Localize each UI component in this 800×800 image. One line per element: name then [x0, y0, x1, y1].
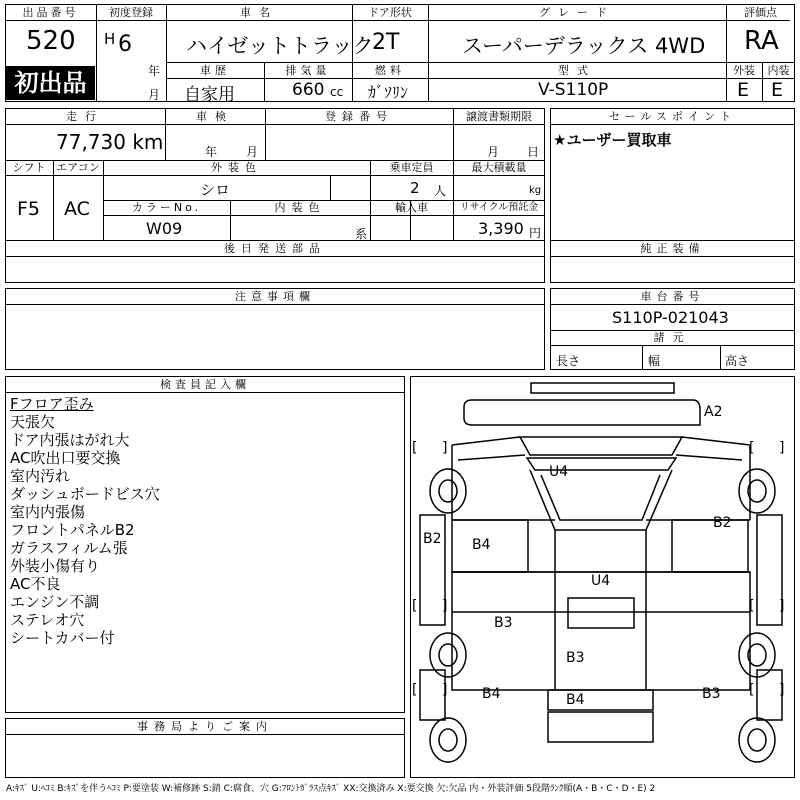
plate-number-label: 登録番号: [325, 110, 393, 123]
chassis-label: 車台番号: [640, 290, 705, 303]
damage-mark: U4: [549, 464, 569, 480]
inspector-note: ドア内張はがれ大: [10, 431, 130, 449]
interior-label: 内装: [767, 64, 790, 77]
history: 自家用: [184, 85, 235, 105]
vehicle-damage-diagram: [410, 376, 795, 778]
exterior-label: 外装: [733, 64, 755, 77]
fuel: ｶﾞｿﾘﾝ: [368, 83, 409, 102]
displacement: 660: [292, 80, 325, 100]
inspector-note: Fフロア歪み: [10, 395, 94, 413]
interior-score: E: [771, 79, 784, 101]
inspector-note: ガラスフィルム張: [10, 539, 128, 557]
registration-month-unit: 月: [148, 88, 161, 102]
exterior-color-label: 外装色: [211, 161, 262, 174]
legend: A:ｷｽﾞ U:ﾍｺﾐ B:ｷｽﾞを伴うﾍｺﾐ P:要塗装 W:補修跡 S:錆 C:腐食、穴 G:ﾌﾛﾝﾄｶﾞﾗｽ点ｷｽﾞ XX:交換済み X:要交換 欠:欠品 内・外装評価 5段階ﾗﾝｸ順(A・B・C・D・E) 2: [6, 784, 656, 794]
inspector-notes: [10, 395, 160, 647]
door-type: 2T: [372, 30, 400, 55]
aircon: AC: [64, 198, 90, 220]
transfer-month-unit: 月: [487, 145, 500, 159]
interior-color-unit: 系: [355, 227, 368, 241]
genuine-equipment-label: 純正装備: [640, 242, 705, 255]
color-number: W09: [146, 219, 183, 238]
damage-mark: B4: [482, 686, 501, 702]
max-load-unit: kg: [529, 185, 542, 196]
damage-mark: B2: [713, 515, 732, 531]
registration-year: 6: [118, 32, 132, 57]
svg-text:[: [: [412, 682, 418, 698]
svg-text:]: ]: [779, 682, 785, 698]
inspector-note: 室内汚れ: [10, 467, 71, 485]
fuel-label: 燃料: [375, 64, 405, 77]
damage-mark: B3: [702, 686, 721, 702]
sales-point: ★ユーザー買取車: [553, 131, 672, 149]
registration-era: H: [104, 30, 116, 48]
length-label: 長さ: [556, 354, 581, 368]
office-notice-label: 事務局よりご案内: [137, 720, 273, 733]
damage-mark: B4: [566, 692, 585, 708]
inspector-note: ステレオ穴: [10, 611, 85, 629]
inspector-note: AC吹出口要交換: [10, 449, 121, 467]
model-label: 型式: [558, 64, 596, 77]
svg-text:[: [: [412, 598, 418, 614]
car-name-label: 車名: [240, 6, 278, 19]
grade-label: グレード: [539, 6, 615, 19]
inspector-note: ダッシュボードビス穴: [10, 485, 160, 503]
shift: F5: [17, 198, 41, 220]
displacement-label: 排気量: [285, 64, 331, 77]
first-listing-badge: 初出品: [6, 66, 95, 100]
grade: スーパーデラックス 4WD: [462, 34, 706, 58]
inspector-label: 検査員記入欄: [160, 378, 250, 391]
damage-mark: B4: [472, 537, 491, 553]
specs-label: 諸元: [653, 331, 692, 344]
inspector-note: 外装小傷有り: [10, 557, 101, 575]
registration-year-unit: 年: [148, 64, 161, 78]
damage-mark: U4: [591, 573, 611, 589]
door-type-label: ドア形状: [368, 6, 412, 19]
capacity-unit: 人: [434, 184, 447, 198]
svg-text:]: ]: [442, 598, 448, 614]
history-label: 車歴: [200, 64, 230, 77]
score: RA: [744, 26, 779, 56]
chassis-number: S110P-021043: [612, 308, 729, 327]
height-label: 高さ: [725, 354, 750, 368]
shift-label: シフト: [12, 161, 46, 174]
svg-text:[: [: [749, 440, 755, 456]
exterior-color: シロ: [200, 181, 231, 199]
inspector-note: シートカバー付: [10, 629, 115, 647]
import-label: 輸入車: [395, 201, 428, 214]
svg-text:[: [: [749, 598, 755, 614]
svg-text:]: ]: [779, 598, 785, 614]
inspection-label: 車検: [196, 110, 234, 123]
svg-text:]: ]: [779, 440, 785, 456]
later-parts-label: 後日発送部品: [224, 242, 326, 255]
displacement-unit: cc: [330, 85, 344, 99]
inspector-note: エンジン不調: [10, 593, 100, 611]
exterior-score: E: [737, 79, 750, 101]
recycle-fee-unit: 円: [529, 226, 542, 240]
color-number-label: カラーNo.: [131, 201, 202, 214]
caution-label: 注意事項欄: [235, 290, 315, 303]
first-registration-label: 初度登録: [109, 6, 153, 19]
capacity-label: 乗車定員: [389, 161, 434, 174]
inspector-note: 天張欠: [10, 413, 56, 431]
recycle-label: リサイクル預託金: [459, 202, 539, 213]
inspector-note: 室内内張傷: [10, 503, 86, 521]
lot-number-label: 出品番号: [22, 6, 79, 19]
car-name: ハイゼットトラック: [186, 34, 374, 58]
capacity: 2: [410, 179, 420, 197]
transfer-day-unit: 日: [527, 145, 540, 159]
aircon-label: エアコン: [56, 161, 100, 174]
inspector-note: フロントパネルB2: [10, 521, 135, 539]
interior-color-label: 内装色: [274, 201, 326, 214]
recycle-fee: 3,390: [478, 219, 524, 238]
mileage-label: 走行: [66, 110, 104, 123]
transfer-deadline-label: 譲渡書類期限: [466, 110, 532, 123]
max-load-label: 最大積載量: [471, 161, 527, 174]
lot-number: 520: [26, 26, 76, 56]
damage-mark: B2: [423, 531, 442, 547]
svg-text:[: [: [749, 682, 755, 698]
svg-text:]: ]: [442, 440, 448, 456]
mileage: 77,730 km: [56, 130, 164, 154]
damage-mark: B3: [494, 615, 513, 631]
model: V-S110P: [538, 80, 609, 100]
damage-mark: B3: [566, 650, 585, 666]
width-label: 幅: [648, 354, 661, 368]
damage-mark: A2: [704, 404, 723, 420]
svg-text:]: ]: [442, 682, 448, 698]
inspector-note: AC不良: [10, 575, 61, 593]
sales-point-label: セールスポイント: [608, 110, 736, 123]
inspection-month-unit: 月: [246, 145, 259, 159]
inspection-year-unit: 年: [205, 145, 218, 159]
svg-text:[: [: [412, 440, 418, 456]
score-label: 評価点: [744, 6, 777, 19]
